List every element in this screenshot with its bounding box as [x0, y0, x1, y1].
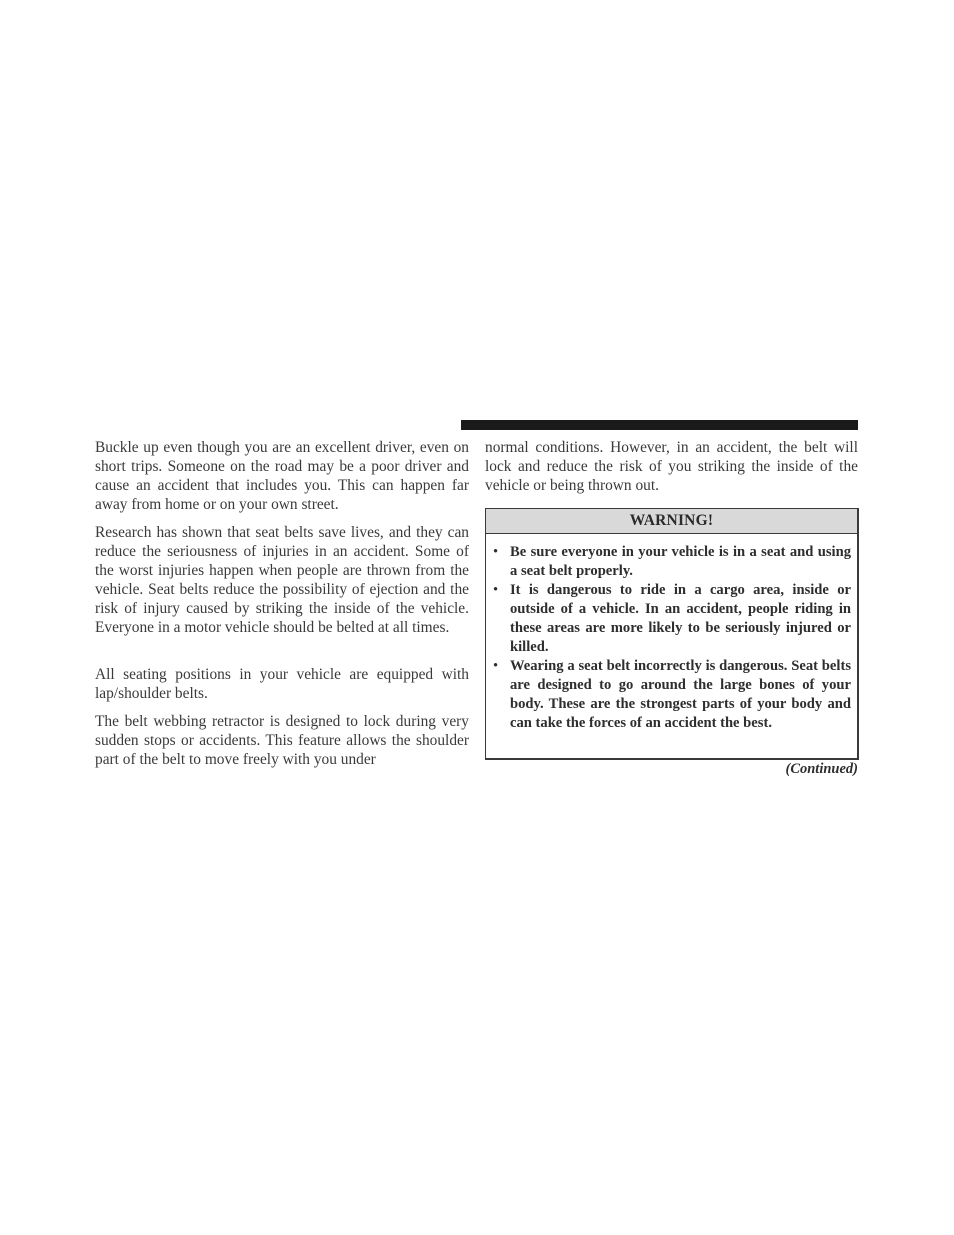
paragraph-buckle-up: Buckle up even though you are an excellent driver, even on short trips. Someone on the road may be a poor driver and cause an accident that includes you. This can happen far away from home or on your own street. — [95, 439, 469, 513]
paragraph-retractor: The belt webbing retractor is designed to lock during very sudden stops or accidents. This feature allows the shoulder part of the belt to move freely with you under — [95, 713, 469, 768]
warning-item-text: Wearing a seat belt incorrectly is dangerous. Seat belts are designed to go around the large bones of your body. These are the strongest parts of your body and can take the forces of an accident the best. — [510, 658, 851, 731]
warning-item — [493, 543, 851, 581]
warning-item — [493, 581, 851, 657]
bullet-icon: • — [493, 658, 499, 674]
section-header-bar — [461, 420, 858, 430]
warning-box — [485, 508, 859, 760]
bullet-icon: • — [493, 544, 499, 560]
warning-item-text: It is dangerous to ride in a cargo area, inside or outside of a vehicle. In an accident, people riding in these areas are more likely to be seriously injured or killed. — [510, 582, 851, 655]
paragraph-seating-positions: All seating positions in your vehicle are equipped with lap/shoulder belts. — [95, 666, 469, 702]
paragraph-normal-conditions: normal conditions. However, in an accident, the belt will lock and reduce the risk of you striking the inside of the vehicle or being thrown out. — [485, 439, 858, 494]
warning-item — [493, 657, 851, 733]
warning-item-text: Be sure everyone in your vehicle is in a seat and using a seat belt properly. — [510, 544, 851, 579]
paragraph-research: Research has shown that seat belts save lives, and they can reduce the seriousness of injuries in an accident. Some of the worst injuries happen when people are thrown from the vehicle. Seat belts reduce the possibility of ejection and the risk of injury caused by striking the inside of the vehicle. Everyone in a motor vehicle should be belted at all times. — [95, 524, 469, 636]
bullet-icon: • — [493, 582, 499, 598]
warning-title: WARNING! — [486, 509, 857, 534]
left-column — [95, 438, 469, 769]
right-column — [485, 438, 858, 495]
warning-list — [486, 534, 857, 733]
continued-label: (Continued) — [785, 761, 858, 777]
